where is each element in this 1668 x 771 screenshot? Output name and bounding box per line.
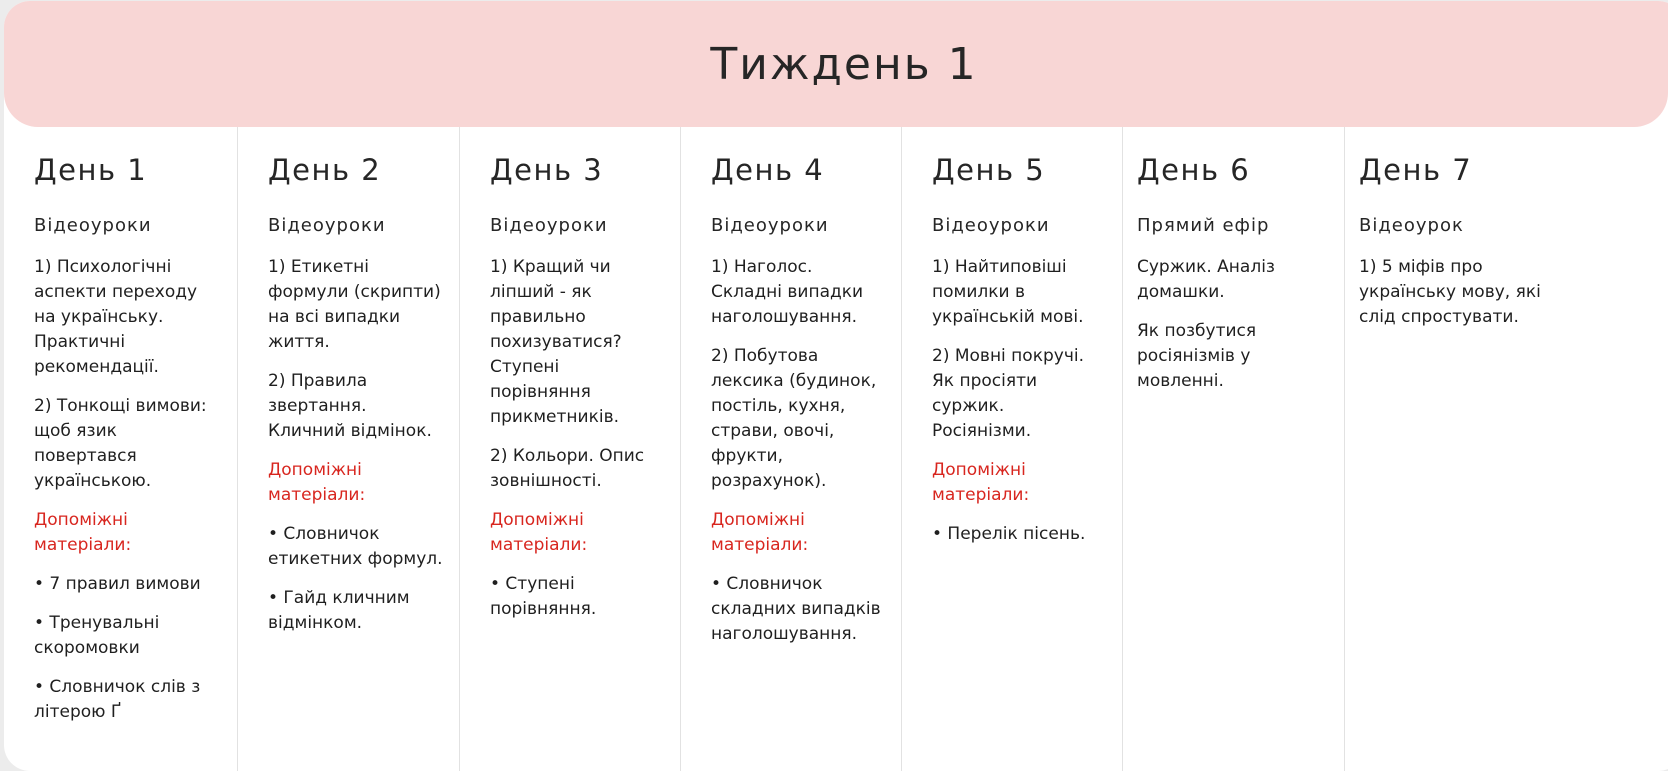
day-column-5 — [902, 127, 1123, 771]
lesson-item: 2) Правила звертання. Кличний відмінок. — [268, 371, 432, 442]
week-title: Тиждень 1 — [710, 38, 978, 90]
material-item: • Словничок складних випадків наголошування. — [711, 574, 881, 645]
material-item: • 7 правил вимови — [34, 574, 201, 595]
section-title: Прямий ефір — [1137, 214, 1270, 236]
week-card — [4, 1, 1668, 771]
day-title: День 3 — [490, 153, 604, 187]
day-column-3 — [460, 127, 681, 771]
lesson-item: 1) Етикетні формули (скрипти) на всі випадки життя. — [268, 257, 441, 353]
lesson-item: 2) Кольори. Опис зовнішності. — [490, 446, 645, 492]
lesson-item: Як позбутися росіянізмів у мовленні. — [1137, 321, 1257, 392]
day-column-6 — [1123, 127, 1345, 771]
lesson-item: 2) Побутова лексика (будинок, постіль, кухня, страви, овочі, фрукти, розрахунок). — [711, 346, 877, 492]
material-item: • Тренувальні скоромовки — [34, 613, 160, 659]
material-item: • Словничок слів з літерою Ґ — [34, 677, 201, 723]
section-title: Відеоуроки — [490, 214, 608, 236]
day-column-7 — [1345, 127, 1585, 771]
day-column-1 — [4, 127, 238, 771]
materials-title: Допоміжні матеріали: — [490, 510, 588, 556]
day-title: День 1 — [34, 153, 148, 187]
material-item: • Перелік пісень. — [932, 524, 1086, 545]
materials-title: Допоміжні матеріали: — [268, 460, 366, 506]
lesson-item: 1) Найтиповіші помилки в українській мові. — [932, 257, 1084, 328]
section-title: Відеоуроки — [711, 214, 829, 236]
lesson-item: 1) Кращий чи ліпший - як правильно похизуватися? Ступені порівняння прикметників. — [490, 257, 622, 428]
day-title: День 2 — [268, 153, 382, 187]
material-item: • Ступені порівняння. — [490, 574, 597, 620]
section-title: Відеоурок — [1359, 214, 1464, 236]
material-item: • Гайд кличним відмінком. — [268, 588, 410, 634]
lesson-item: 1) Психологічні аспекти переходу на українську. Практичні рекомендації. — [34, 257, 198, 378]
section-title: Відеоуроки — [268, 214, 386, 236]
days-grid — [4, 127, 1585, 771]
lesson-item: Суржик. Аналіз домашки. — [1137, 257, 1275, 303]
day-title: День 5 — [932, 153, 1046, 187]
lesson-item: 2) Мовні покручі. Як просіяти суржик. Росіянізми. — [932, 346, 1084, 442]
section-title: Відеоуроки — [34, 214, 152, 236]
lesson-item: 2) Тонкощі вимови: щоб язик повертався українською. — [34, 396, 207, 492]
lesson-item: 1) 5 міфів про українську мову, які слід спростувати. — [1359, 257, 1541, 328]
materials-title: Допоміжні матеріали: — [932, 460, 1030, 506]
day-title: День 7 — [1359, 153, 1473, 187]
lesson-item: 1) Наголос. Складні випадки наголошування. — [711, 257, 864, 328]
material-item: • Словничок етикетних формул. — [268, 524, 443, 570]
materials-title: Допоміжні матеріали: — [711, 510, 809, 556]
day-column-4 — [681, 127, 902, 771]
day-column-2 — [238, 127, 460, 771]
day-title: День 4 — [711, 153, 825, 187]
section-title: Відеоуроки — [932, 214, 1050, 236]
materials-title: Допоміжні матеріали: — [34, 510, 132, 556]
day-title: День 6 — [1137, 153, 1251, 187]
week-header — [4, 1, 1668, 127]
